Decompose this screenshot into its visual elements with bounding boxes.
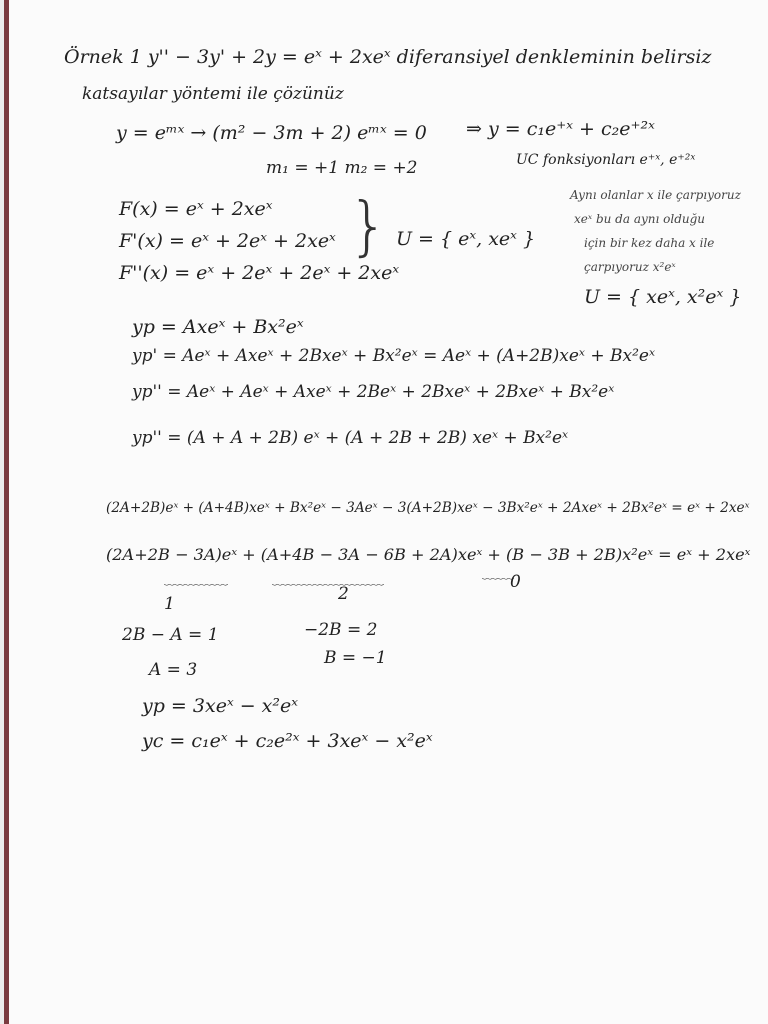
roots: m₁ = +1 m₂ = +2 bbox=[266, 158, 418, 178]
binding-edge bbox=[4, 0, 9, 1024]
uc-functions: UC fonksiyonları e⁺ˣ, e⁺²ˣ bbox=[516, 152, 696, 168]
yp-form: yp = Axeˣ + Bx²eˣ bbox=[132, 316, 304, 338]
yp-second-derivative-simplified: yp'' = (A + A + 2B) eˣ + (A + 2B + 2B) xeˣ + Bx²eˣ bbox=[132, 428, 569, 448]
general-solution: yc = c₁eˣ + c₂e²ˣ + 3xeˣ − x²eˣ bbox=[142, 730, 433, 752]
problem-statement: Örnek 1 y'' − 3y' + 2y = eˣ + 2xeˣ diferansiyel denkleminin belirsiz bbox=[64, 46, 712, 68]
substitution: (2A+2B)eˣ + (A+4B)xeˣ + Bx²eˣ − 3Aeˣ − 3(A+2B)xeˣ − 3Bx²eˣ + 2Axeˣ + 2Bx²eˣ = eˣ + 2xeˣ bbox=[106, 500, 750, 516]
equation-1: 2B − A = 1 bbox=[122, 625, 219, 645]
equation-2: −2B = 2 bbox=[304, 620, 378, 640]
side-note-line-1: Aynı olanlar x ile çarpıyoruz bbox=[570, 188, 741, 202]
underline-wave-1: ﹏﹏﹏﹏ bbox=[164, 569, 229, 588]
characteristic-equation: y = eᵐˣ → (m² − 3m + 2) eᵐˣ = 0 bbox=[116, 122, 427, 144]
right-brace: } bbox=[348, 190, 389, 264]
f-of-x: F(x) = eˣ + 2xeˣ bbox=[119, 198, 273, 220]
coefficient-target-2: 2 bbox=[338, 584, 349, 604]
side-note-line-3: için bir kez daha x ile bbox=[584, 236, 715, 250]
a-value: A = 3 bbox=[149, 660, 198, 680]
problem-statement-cont: katsayılar yöntemi ile çözünüz bbox=[82, 84, 344, 104]
yp-second-derivative: yp'' = Aeˣ + Aeˣ + Axeˣ + 2Beˣ + 2Bxeˣ + 2Bxeˣ + Bx²eˣ bbox=[132, 382, 615, 402]
b-value: B = −1 bbox=[324, 648, 387, 668]
underline-wave-3: ﹏﹏ bbox=[482, 563, 515, 582]
uc-set: U = { eˣ, xeˣ } bbox=[396, 228, 536, 250]
side-note-line-4: çarpıyoruz x²eˣ bbox=[584, 260, 676, 274]
homogeneous-solution: ⇒ y = c₁e⁺ˣ + c₂e⁺²ˣ bbox=[466, 118, 655, 140]
revised-uc-set: U = { xeˣ, x²eˣ } bbox=[584, 286, 742, 308]
particular-solution: yp = 3xeˣ − x²eˣ bbox=[142, 695, 299, 717]
f-double-prime: F''(x) = eˣ + 2eˣ + 2eˣ + 2xeˣ bbox=[119, 262, 400, 284]
underline-wave-2: ﹏﹏﹏﹏﹏﹏﹏ bbox=[272, 569, 385, 588]
side-note-line-2: xeˣ bu da aynı olduğu bbox=[574, 212, 706, 226]
coefficient-target-1: 1 bbox=[164, 594, 175, 614]
f-prime: F'(x) = eˣ + 2eˣ + 2xeˣ bbox=[119, 230, 336, 252]
grouped-coefficients: (2A+2B − 3A)eˣ + (A+4B − 3A − 6B + 2A)xeˣ + (B − 3B + 2B)x²eˣ = eˣ + 2xeˣ bbox=[106, 545, 751, 564]
notebook-page bbox=[4, 0, 768, 1024]
coefficient-target-3: 0 bbox=[510, 572, 521, 592]
yp-first-derivative: yp' = Aeˣ + Axeˣ + 2Bxeˣ + Bx²eˣ = Aeˣ + (A+2B)xeˣ + Bx²eˣ bbox=[132, 346, 655, 366]
